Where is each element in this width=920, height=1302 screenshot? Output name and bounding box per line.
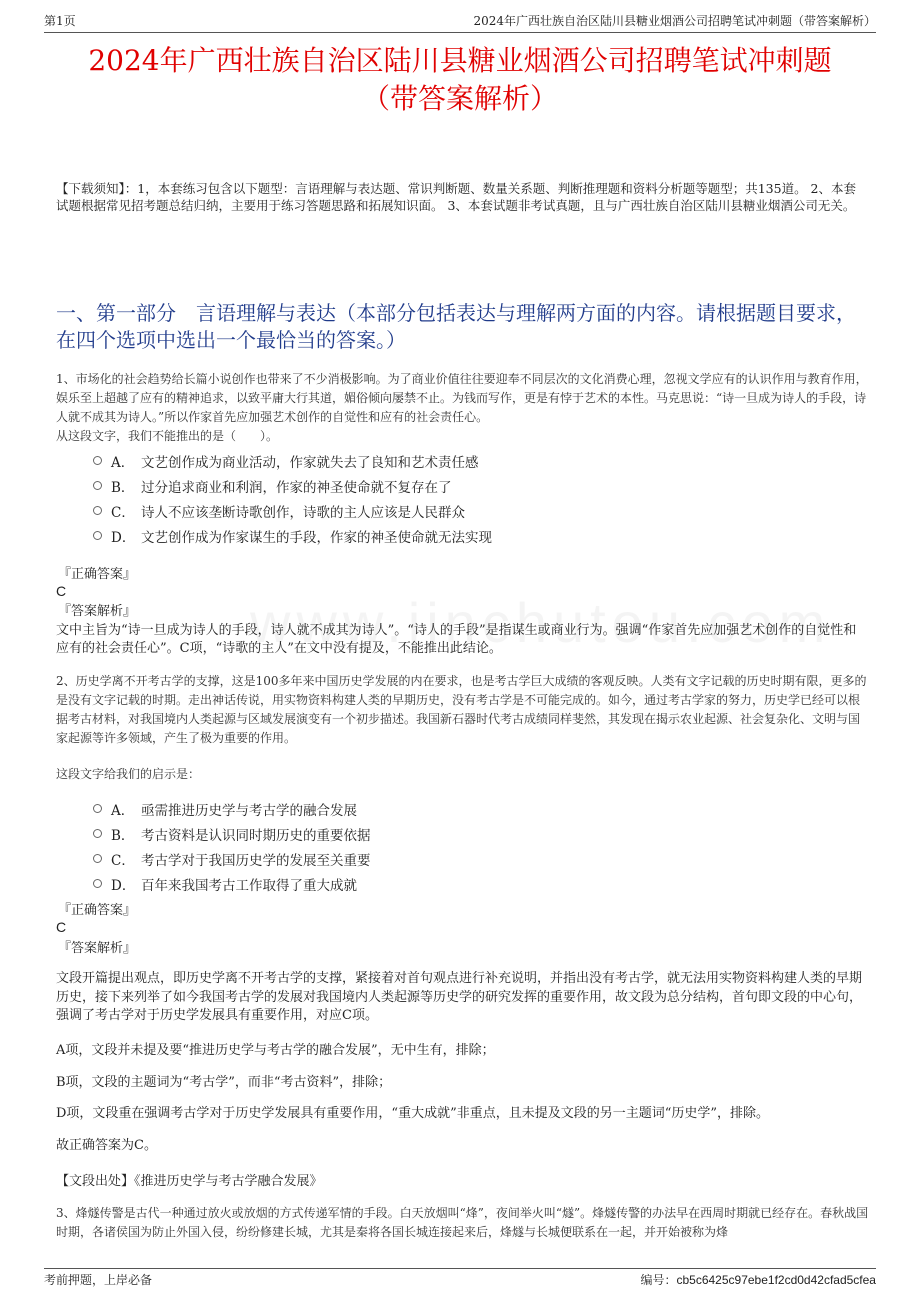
option-text: 文艺创作成为作家谋生的手段，作家的神圣使命就无法实现 xyxy=(141,529,492,546)
document-title xyxy=(40,42,880,118)
option-text: 亟需推进历史学与考古学的融合发展 xyxy=(141,802,357,819)
option-text: 百年来我国考古工作取得了重大成就 xyxy=(141,877,357,894)
option-a[interactable] xyxy=(93,796,371,821)
question-3-text: 3、烽燧传警是古代一种通过放火或放烟的方式传递军情的手段。白天放烟叫“烽”，夜间举火叫“燧”。烽燧传警的办法早在西周时期就已经存在。春秋战国时期，各诸侯国为防止外国入侵，纷纷修建长城，尤其是秦将各国长城连接起来后，烽燧与长城便联系在一起，并开始被称为烽 xyxy=(56,1206,869,1239)
correct-answer: C xyxy=(56,919,67,935)
option-text: 诗人不应该垄断诗歌创作，诗歌的主人应该是人民群众 xyxy=(141,504,465,521)
radio-icon[interactable] xyxy=(93,481,102,490)
option-letter: B． xyxy=(111,827,135,844)
analysis-paragraph: 文段开篇提出观点，即历史学离不开考古学的支撑，紧接着对首句观点进行补充说明，并指出没有考古学，就无法用实物资料构建人类的早期历史，接下来列举了如今我国考古学的发展对我国境内人类起源等历史学的研究发挥的重要作用，故文段为总分结构，首句即文段的中心句，强调了考古学对于历史学发展具有重要作用，对应C项。 xyxy=(56,971,863,1023)
radio-icon[interactable] xyxy=(93,456,102,465)
option-letter: D． xyxy=(111,877,136,894)
question-1-options xyxy=(93,448,492,548)
header-document-title: 2024年广西壮族自治区陆川县糖业烟酒公司招聘笔试冲刺题（带答案解析） xyxy=(473,14,876,28)
document-id: 编号：cb5c6425c97ebe1f2cd0d42cfad5cfea xyxy=(640,1273,876,1287)
correct-answer-label: 『正确答案』 xyxy=(58,903,137,918)
radio-icon[interactable] xyxy=(93,531,102,540)
analysis-paragraph: D项，文段重在强调考古学对于历史学发展具有重要作用，“重大成就”非重点，且未提及文段的另一主题词“历史学”，排除。 xyxy=(56,1106,770,1121)
option-letter: D． xyxy=(111,529,136,546)
option-c[interactable] xyxy=(93,498,492,523)
radio-icon[interactable] xyxy=(93,506,102,515)
analysis-paragraph: 故正确答案为C。 xyxy=(56,1138,157,1153)
question-1-stem: 1、市场化的社会趋势给长篇小说创作也带来了不少消极影响。为了商业价值往往要迎奉不同层次的文化消费心理，忽视文学应有的认识作用与教育作用，娱乐至上超越了应有的精神追求，以致平庸大行其道，媚俗倾向屡禁不止。为钱而写作，更是有悖于艺术的本性。马克思说：“诗一旦成为诗人的手段，诗人就不成其为诗人。”所以作家首先应加强艺术创作的自觉性和应有的社会责任心。 xyxy=(56,372,868,424)
analysis-paragraph: B项，文段的主题词为“考古学”，而非“考古资料”，排除； xyxy=(56,1075,392,1090)
question-2-text: 2、历史学离不开考古学的支撑，这是100多年来中国历史学发展的内在要求，也是考古学巨大成绩的客观反映。人类有文字记载的历史时期有限，更多的是没有文字记载的时期。走出神话传说，用实物资料构建人类的早期历史，没有考古学是不可能完成的。如今，通过考古学家的努力，历史学已经可以根据考古材料，对我国境内人类起源与区域发展演变有一个初步描述。我国新石器时代考古成绩同样斐然，其发现在揭示农业起源、社会复杂化、文明与国家起源等许多领域，产生了极为重要的作用。 xyxy=(56,674,867,745)
page-footer xyxy=(44,1268,876,1291)
option-c[interactable] xyxy=(93,846,371,871)
question-2-options xyxy=(93,796,371,896)
option-text: 文艺创作成为商业活动，作家就失去了良知和艺术责任感 xyxy=(141,454,479,471)
analysis-label: 『答案解析』 xyxy=(58,941,137,956)
option-d[interactable] xyxy=(93,523,492,548)
question-1-prompt: 从这段文字，我们不能推出的是（ ）。 xyxy=(56,429,279,443)
footer-slogan: 考前押题，上岸必备 xyxy=(44,1273,153,1287)
document-title-line-1: 2024年广西壮族自治区陆川县糖业烟酒公司招聘笔试冲刺题 xyxy=(88,44,832,77)
question-1-text xyxy=(56,370,870,446)
option-text: 考古资料是认识同时期历史的重要依据 xyxy=(141,827,371,844)
analysis-paragraph: A项，文段并未提及要“推进历史学与考古学的融合发展”，无中生有，排除； xyxy=(56,1043,495,1058)
option-letter: A． xyxy=(111,802,135,819)
option-a[interactable] xyxy=(93,448,492,473)
option-letter: C． xyxy=(111,852,135,869)
passage-source: 【文段出处】《推进历史学与考古学融合发展》 xyxy=(56,1174,323,1189)
section-title: 一、第一部分 言语理解与表达（本部分包括表达与理解两方面的内容。请根据题目要求，在四个选项中选出一个最恰当的答案。） xyxy=(56,301,856,352)
correct-answer: C xyxy=(56,583,67,599)
option-text: 考古学对于我国历史学的发展至关重要 xyxy=(141,852,371,869)
radio-icon[interactable] xyxy=(93,804,102,813)
radio-icon[interactable] xyxy=(93,854,102,863)
page-number: 第1页 xyxy=(44,14,76,28)
radio-icon[interactable] xyxy=(93,829,102,838)
option-letter: A． xyxy=(111,454,135,471)
document-title-line-2: （带答案解析） xyxy=(361,82,558,115)
option-b[interactable] xyxy=(93,473,492,498)
option-d[interactable] xyxy=(93,871,371,896)
option-letter: C． xyxy=(111,504,135,521)
option-letter: B． xyxy=(111,479,135,496)
question-2-prompt: 这段文字给我们的启示是： xyxy=(56,767,201,781)
correct-answer-label: 『正确答案』 xyxy=(58,567,137,582)
answer-analysis: 文中主旨为“诗一旦成为诗人的手段，诗人就不成其为诗人”。“诗人的手段”是指谋生或商业行为。强调“作家首先应加强艺术创作的自觉性和应有的社会责任心”。C项，“诗歌的主人”在文中没有提及，不能推出此结论。 xyxy=(56,623,857,656)
page-header xyxy=(44,12,876,33)
option-text: 过分追求商业和利润，作家的神圣使命就不复存在了 xyxy=(141,479,452,496)
option-b[interactable] xyxy=(93,821,371,846)
download-notice: 【下载须知】：1，本套练习包含以下题型：言语理解与表达题、常识判断题、数量关系题、判断推理题和资料分析题等题型；共135道。 2、本套试题根据常见招考题总结归纳，主要用于练习答题思路和拓展知识面。 3、本套试题非考试真题，且与广西壮族自治区陆川县糖业烟酒公司无关。 xyxy=(56,181,856,213)
analysis-label: 『答案解析』 xyxy=(58,604,137,619)
radio-icon[interactable] xyxy=(93,879,102,888)
